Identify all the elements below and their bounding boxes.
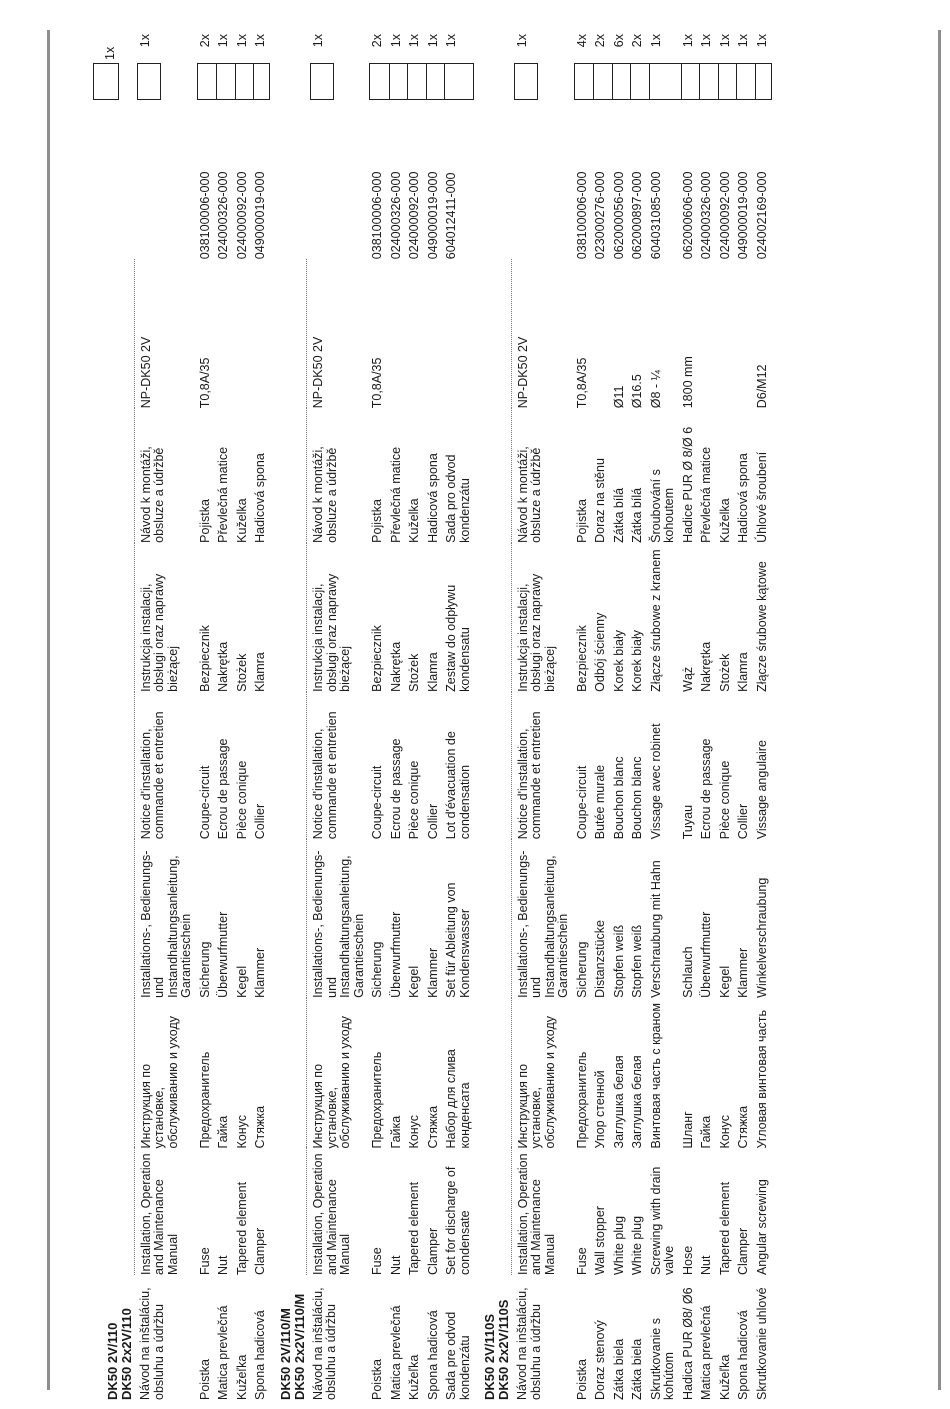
cell-russian: Шланг xyxy=(680,1111,695,1149)
cell-part-number xyxy=(307,86,367,259)
part-row xyxy=(249,30,268,1400)
cell-part-number: 024000326-000 xyxy=(216,171,230,260)
model-name: DK50 2x2V/110 xyxy=(119,1308,134,1400)
cell-russian: Стяжка xyxy=(425,1105,440,1149)
cell-part-number: 062000056-000 xyxy=(611,171,626,260)
cell-spec: Ø8 - ¼ xyxy=(648,370,663,409)
cell-german: Set für Ableitung von Kondenswasser xyxy=(444,882,472,998)
cell-russian: Инструкция по установке, обслуживанию и уходу xyxy=(138,1015,180,1149)
cell-spec xyxy=(695,259,714,408)
part-row xyxy=(231,30,250,1400)
section-title xyxy=(472,1275,511,1400)
checkbox-divider xyxy=(407,64,408,99)
cell-french: Tuyau xyxy=(680,804,695,840)
cell-czech: Zátka bílá xyxy=(611,487,626,543)
cell-german: Kegel xyxy=(407,965,421,998)
packing-list-table xyxy=(95,30,769,1400)
cell-english: Fuse xyxy=(370,1247,384,1276)
cell-quantity: 6x xyxy=(611,34,626,48)
cell-spec xyxy=(422,259,441,408)
cell-french: Ecrou de passage xyxy=(216,738,230,840)
cell-french: Bouchon blanc xyxy=(630,756,644,840)
cell-polish: Stożek xyxy=(407,653,421,692)
cell-german: Sicherung xyxy=(574,941,589,998)
cell-polish: Bezpiecznik xyxy=(197,625,212,692)
cell-czech: Sada pro odvod kondenzátu xyxy=(444,454,472,543)
cell-russian: Упор стенной xyxy=(593,1070,607,1149)
cell-part-number: 604012411-000 xyxy=(444,172,458,260)
part-row xyxy=(714,30,733,1400)
cell-quantity: 2x xyxy=(197,34,212,48)
cell-russian: Гайка xyxy=(216,1115,230,1149)
cell-polish: Wąż xyxy=(680,666,695,692)
manual-checkbox[interactable] xyxy=(137,63,161,100)
cell-part-number: 604031085-000 xyxy=(648,171,663,260)
cell-part-number: 049000019-000 xyxy=(253,171,267,260)
part-row xyxy=(366,30,385,1400)
cell-french: Ecrou de passage xyxy=(388,738,403,840)
cell-czech: Doraz na stěnu xyxy=(593,458,607,543)
cell-french: Collier xyxy=(253,803,267,840)
cell-spec: T0,8A/35 xyxy=(574,357,589,409)
cell-french: Notice d'installation, commande et entretien xyxy=(311,711,339,840)
cell-spec: T0,8A/35 xyxy=(197,357,212,409)
cell-french: Coupe-circuit xyxy=(370,765,384,840)
cell-polish: Korek biały xyxy=(630,630,644,692)
cell-part-number: 024000092-000 xyxy=(407,171,421,260)
cell-russian: Предохранитель xyxy=(370,1051,384,1149)
part-row xyxy=(571,30,590,1400)
cell-spec: NP-DK50 2V xyxy=(138,336,153,409)
cell-english: Set for discharge of condensate xyxy=(444,1166,472,1276)
checkbox-divider xyxy=(444,64,445,99)
cell-czech: Převlečná matice xyxy=(388,446,403,543)
checkbox-divider xyxy=(736,64,737,99)
cell-french: Butée murale xyxy=(593,764,607,840)
cell-spec: T0,8A/35 xyxy=(370,357,384,409)
checkbox-divider xyxy=(235,64,236,99)
cell-part-number xyxy=(134,86,194,259)
cell-english: White plug xyxy=(611,1215,626,1276)
cell-quantity: 2x xyxy=(630,34,644,48)
cell-quantity: 1x xyxy=(717,34,732,48)
section-title xyxy=(268,1275,307,1400)
cell-spec: Ø16.5 xyxy=(630,374,644,409)
cell-english: Angular screwing xyxy=(754,1179,769,1276)
cell-czech: Návod k montáži, obsluze a údržbě xyxy=(515,446,543,543)
cell-german: Distanzstücke xyxy=(593,920,607,998)
cell-czech: Převlečná matice xyxy=(216,446,230,543)
cell-slovak: Poistka xyxy=(370,1359,384,1400)
checkbox-divider xyxy=(426,64,427,99)
cell-french: Coupe-circuit xyxy=(197,765,212,840)
cell-czech: Kuželka xyxy=(407,498,421,543)
cell-german: Winkelverschraubung xyxy=(754,877,769,998)
cell-slovak: Návod na inštaláciu, obsluhu a údržbu xyxy=(310,1287,338,1400)
cell-english: Hose xyxy=(680,1245,695,1276)
cell-russian: Стяжка xyxy=(736,1105,750,1149)
cell-quantity: 1x xyxy=(253,34,267,48)
header-checkbox[interactable] xyxy=(93,63,119,100)
cell-french: Coupe-circuit xyxy=(574,765,589,840)
cell-english: Wall stopper xyxy=(593,1206,607,1276)
cell-polish: Zestaw do odpływu kondensatu xyxy=(444,584,472,692)
checkbox-divider xyxy=(699,64,700,99)
cell-spec xyxy=(212,259,231,408)
cell-russian: Конус xyxy=(717,1114,732,1149)
checkbox-divider xyxy=(612,64,613,99)
part-row xyxy=(440,30,472,1400)
cell-russian: Инструкция по установке, обслуживанию и уходу xyxy=(515,1015,557,1149)
cell-polish: Bezpiecznik xyxy=(574,625,589,692)
cell-polish: Instrukcja instalacji, obsługi oraz naprawy bieżącej xyxy=(138,573,180,692)
cell-quantity: 1x xyxy=(425,34,440,48)
cell-german: Klammer xyxy=(425,947,440,998)
cell-german: Kegel xyxy=(234,965,249,998)
checkbox-divider xyxy=(755,64,756,99)
part-row xyxy=(626,30,645,1400)
cell-slovak: Kužeľka xyxy=(407,1354,421,1400)
cell-slovak: Matica prevlečná xyxy=(388,1305,403,1400)
cell-quantity: 1x xyxy=(310,34,325,48)
cell-english: Nut xyxy=(388,1255,403,1276)
cell-spec: D6/M12 xyxy=(754,364,769,409)
cell-quantity: 1x xyxy=(680,34,695,48)
packing-list xyxy=(95,30,865,1400)
cell-russian: Конус xyxy=(407,1114,421,1149)
cell-quantity: 1x xyxy=(648,34,663,48)
cell-german: Stopfen weiß xyxy=(611,924,626,998)
cell-russian: Заглушка белая xyxy=(630,1055,644,1149)
cell-russian: Инструкция по установке, обслуживанию и уходу xyxy=(311,1015,352,1149)
cell-part-number: 023000276-000 xyxy=(593,171,607,260)
cell-english: Tapered element xyxy=(234,1181,249,1276)
cell-slovak: Spona hadicová xyxy=(736,1310,750,1400)
cell-spec xyxy=(589,259,608,408)
cell-german: Kegel xyxy=(717,965,732,998)
cell-english: Clamper xyxy=(253,1227,267,1276)
cell-polish: Odbój ścienny xyxy=(593,612,607,692)
cell-polish: Klamra xyxy=(736,652,750,692)
cell-part-number: 024000092-000 xyxy=(717,171,732,260)
cell-part-number: 049000019-000 xyxy=(736,171,750,260)
cell-german: Verschraubung mit Hahn xyxy=(648,860,663,998)
cell-czech: Návod k montáži, obsluze a údržbě xyxy=(138,446,166,543)
cell-french: Collier xyxy=(736,803,750,840)
section-title xyxy=(95,1275,134,1400)
cell-part-number: 024000326-000 xyxy=(699,171,713,260)
cell-german: Stopfen weiß xyxy=(630,924,644,998)
cell-russian: Предохранитель xyxy=(197,1051,212,1149)
dotted-leader xyxy=(95,259,134,1275)
cell-french: Pièce conique xyxy=(234,760,249,840)
cell-german: Überwurfmutter xyxy=(388,911,403,998)
cell-russian: Гайка xyxy=(388,1115,403,1149)
cell-czech: Úhlové šroubení xyxy=(754,451,769,543)
cell-spec xyxy=(714,259,733,408)
manual-row xyxy=(511,30,571,1400)
cell-slovak: Matica prevlečná xyxy=(699,1305,713,1400)
cell-russian: Угловая винтовая часть xyxy=(754,1010,769,1149)
cell-english: Clamper xyxy=(425,1227,440,1276)
cell-polish: Stożek xyxy=(234,653,249,692)
cell-slovak: Spona hadicová xyxy=(425,1310,440,1400)
manual-row xyxy=(134,30,194,1400)
cell-spec: NP-DK50 2V xyxy=(515,336,530,409)
dotted-leader xyxy=(268,259,307,1275)
cell-part-number: 062000897-000 xyxy=(630,171,644,260)
cell-english: Installation, Operation and Maintenance Manual xyxy=(311,1153,352,1276)
part-row xyxy=(732,30,751,1400)
cell-czech: Hadicová spona xyxy=(253,453,267,543)
cell-polish: Bezpiecznik xyxy=(370,625,384,692)
cell-quantity: 1x xyxy=(736,34,750,48)
cell-polish: Korek biały xyxy=(611,630,626,692)
cell-czech: Pojistka xyxy=(197,499,212,543)
cell-quantity: 1x xyxy=(234,34,249,48)
cell-french: Bouchon blanc xyxy=(611,756,626,840)
checkbox-divider xyxy=(253,64,254,99)
checkbox-divider xyxy=(216,64,217,99)
cell-spec xyxy=(403,259,422,408)
cell-slovak: Skrutkovanie uhlové xyxy=(754,1287,769,1400)
cell-spec xyxy=(732,259,751,408)
cell-slovak: Kužeľka xyxy=(234,1354,249,1400)
cell-russian: Набор для слива конденсата xyxy=(444,1049,472,1149)
cell-polish: Złącze śrubowe z kranem xyxy=(648,549,663,692)
cell-english: Tapered element xyxy=(717,1181,732,1276)
parts-checkbox-group[interactable] xyxy=(197,63,270,100)
cell-polish: Nakrętka xyxy=(216,641,230,692)
cell-spec xyxy=(440,259,472,408)
cell-polish: Stożek xyxy=(717,653,732,692)
cell-french: Notice d'installation, commande et entretien xyxy=(515,711,543,840)
cell-polish: Klamra xyxy=(253,652,267,692)
cell-french: Notice d'installation, commande et entretien xyxy=(138,711,166,840)
checkbox-divider xyxy=(389,64,390,99)
cell-part-number: 024000326-000 xyxy=(388,171,403,260)
checkbox-divider xyxy=(630,64,631,99)
cell-polish: Klamra xyxy=(425,652,440,692)
cell-russian: Стяжка xyxy=(253,1105,267,1149)
cell-french: Vissage angulaire xyxy=(754,740,769,840)
section-header xyxy=(472,30,511,1400)
cell-french: Lot d'évacuation de condensation xyxy=(444,731,472,840)
cell-russian: Гайка xyxy=(699,1115,713,1149)
cell-polish: Instrukcja instalacji, obsługi oraz naprawy bieżącej xyxy=(515,573,557,692)
cell-czech: Zátka bílá xyxy=(630,487,644,543)
cell-part-number: 038100006-000 xyxy=(370,171,384,260)
part-row xyxy=(645,30,677,1400)
part-row xyxy=(194,30,213,1400)
cell-french: Ecrou de passage xyxy=(699,738,713,840)
cell-english: Nut xyxy=(699,1255,713,1276)
cell-part-number xyxy=(511,86,571,259)
page-edge-left xyxy=(47,30,50,1390)
cell-polish: Instrukcja instalacji, obsługi oraz naprawy bieżącej xyxy=(311,573,352,692)
cell-polish: Złącze śrubowe kątowe xyxy=(754,561,769,692)
cell-czech: Pojistka xyxy=(574,499,589,543)
section-header xyxy=(268,30,307,1400)
cell-quantity: 1x xyxy=(138,34,152,48)
cell-russian: Винтовая часть с краном xyxy=(648,1003,663,1149)
manual-row xyxy=(307,30,367,1400)
cell-slovak: Hadica PUR Ø8/ Ø6 xyxy=(680,1287,695,1400)
cell-german: Sicherung xyxy=(370,941,384,998)
cell-french: Collier xyxy=(425,803,440,840)
cell-spec xyxy=(231,259,250,408)
cell-quantity: 1x xyxy=(407,34,421,48)
cell-german: Klammer xyxy=(253,947,267,998)
cell-slovak: Skrutkovanie s kohútom xyxy=(648,1318,676,1400)
cell-czech: Návod k montáži, obsluze a údržbě xyxy=(311,446,339,543)
cell-czech: Hadicová spona xyxy=(736,453,750,543)
cell-czech: Kuželka xyxy=(234,498,249,543)
model-name: DK50 2V/110S xyxy=(482,1313,497,1400)
cell-quantity: 1x xyxy=(699,34,713,48)
cell-quantity: 2x xyxy=(593,34,607,48)
cell-slovak: Poistka xyxy=(574,1359,589,1400)
cell-english: Clamper xyxy=(736,1227,750,1276)
cell-polish: Nakrętka xyxy=(699,641,713,692)
cell-czech: Převlečná matice xyxy=(699,446,713,543)
model-name: DK50 2V/110 xyxy=(105,1322,120,1400)
cell-quantity: 2x xyxy=(370,34,384,48)
parts-checkbox-group[interactable] xyxy=(574,63,772,100)
cell-english: Screwing with drain valve xyxy=(648,1166,676,1276)
cell-spec xyxy=(385,259,404,408)
cell-part-number: 024002169-000 xyxy=(754,171,769,260)
header-quantity: 1x xyxy=(103,46,117,60)
part-row xyxy=(608,30,627,1400)
part-row xyxy=(589,30,608,1400)
cell-czech: Kuželka xyxy=(717,498,732,543)
part-row xyxy=(677,30,696,1400)
cell-german: Installations-, Bedienungs- und Instandhaltungsanleitung, Garantieschein xyxy=(515,850,570,998)
cell-german: Sicherung xyxy=(197,941,212,998)
cell-quantity: 1x xyxy=(388,34,403,48)
cell-quantity: 1x xyxy=(216,34,230,48)
cell-german: Überwurfmutter xyxy=(216,911,230,998)
cell-russian: Заглушка белая xyxy=(611,1055,626,1149)
section-header xyxy=(95,30,134,1400)
cell-spec: NP-DK50 2V xyxy=(311,336,325,409)
cell-french: Pièce conique xyxy=(407,760,421,840)
cell-english: Installation, Operation and Maintenance Manual xyxy=(515,1153,557,1276)
cell-german: Schlauch xyxy=(680,946,695,998)
cell-czech: Šroubování s kohoutem xyxy=(648,469,676,543)
cell-german: Installations-, Bedienungs- und Instandhaltungsanleitung, Garantieschein xyxy=(311,850,366,998)
checkbox-divider xyxy=(718,64,719,99)
cell-spec: Ø11 xyxy=(611,385,626,409)
cell-russian: Предохранитель xyxy=(574,1051,589,1149)
cell-english: Tapered element xyxy=(407,1181,421,1276)
model-name: DK50 2x2V/110S xyxy=(496,1299,511,1400)
cell-spec: 1800 mm xyxy=(680,356,695,409)
cell-slovak: Návod na inštaláciu, obsluhu a údržbu xyxy=(138,1287,166,1400)
cell-czech: Hadice PUR Ø 8/Ø 6 xyxy=(680,426,695,543)
cell-english: Installation, Operation and Maintenance Manual xyxy=(138,1153,180,1276)
dotted-leader xyxy=(472,259,511,1275)
cell-german: Überwurfmutter xyxy=(699,911,713,998)
cell-russian: Конус xyxy=(234,1114,249,1149)
cell-english: White plug xyxy=(630,1215,644,1276)
cell-german: Klammer xyxy=(736,947,750,998)
cell-slovak: Kužeľka xyxy=(717,1354,732,1400)
cell-slovak: Sada pre odvod kondenzátu xyxy=(444,1311,472,1400)
cell-slovak: Zátka biela xyxy=(611,1338,626,1400)
cell-english: Fuse xyxy=(574,1247,589,1276)
cell-part-number: 024000092-000 xyxy=(234,171,249,260)
cell-slovak: Matica prevlečná xyxy=(216,1305,230,1400)
manual-checkbox[interactable] xyxy=(310,63,334,100)
model-name: DK50 2V/110/M xyxy=(277,1308,293,1400)
parts-checkbox-group[interactable] xyxy=(369,63,474,100)
cell-part-number: 038100006-000 xyxy=(197,171,212,260)
checkbox-divider xyxy=(649,64,650,99)
part-row xyxy=(422,30,441,1400)
cell-german: Installations-, Bedienungs- und Instandhaltungsanleitung, Garantieschein xyxy=(138,850,193,998)
cell-czech: Pojistka xyxy=(370,499,384,543)
cell-french: Vissage avec robinet xyxy=(648,723,663,840)
cell-quantity: 1x xyxy=(515,34,529,48)
checkbox-divider xyxy=(593,64,594,99)
cell-quantity: 4x xyxy=(574,34,589,48)
cell-part-number: 038100006-000 xyxy=(574,171,589,260)
cell-quantity: 1x xyxy=(444,34,458,48)
cell-part-number: 062000606-000 xyxy=(680,171,695,260)
cell-slovak: Poistka xyxy=(197,1359,212,1400)
cell-slovak: Doraz stenový xyxy=(593,1320,607,1400)
cell-slovak: Zátka biela xyxy=(630,1338,644,1400)
cell-polish: Nakrętka xyxy=(388,641,403,692)
checkbox-divider xyxy=(681,64,682,99)
cell-czech: Hadicová spona xyxy=(425,453,440,543)
page-edge-right xyxy=(938,30,941,1390)
part-row xyxy=(403,30,422,1400)
part-row xyxy=(212,30,231,1400)
part-row xyxy=(385,30,404,1400)
model-name: DK50 2x2V/110/M xyxy=(291,1293,307,1400)
part-row xyxy=(751,30,770,1400)
manual-checkbox[interactable] xyxy=(514,63,538,100)
cell-english: Nut xyxy=(216,1255,230,1276)
part-row xyxy=(695,30,714,1400)
cell-slovak: Spona hadicová xyxy=(253,1310,267,1400)
cell-part-number: 049000019-000 xyxy=(425,171,440,260)
cell-french: Pièce conique xyxy=(717,760,732,840)
cell-spec xyxy=(249,259,268,408)
cell-slovak: Návod na inštaláciu, obsluhu a údržbu xyxy=(515,1287,543,1400)
cell-quantity: 1x xyxy=(754,34,769,48)
cell-english: Fuse xyxy=(197,1247,212,1276)
